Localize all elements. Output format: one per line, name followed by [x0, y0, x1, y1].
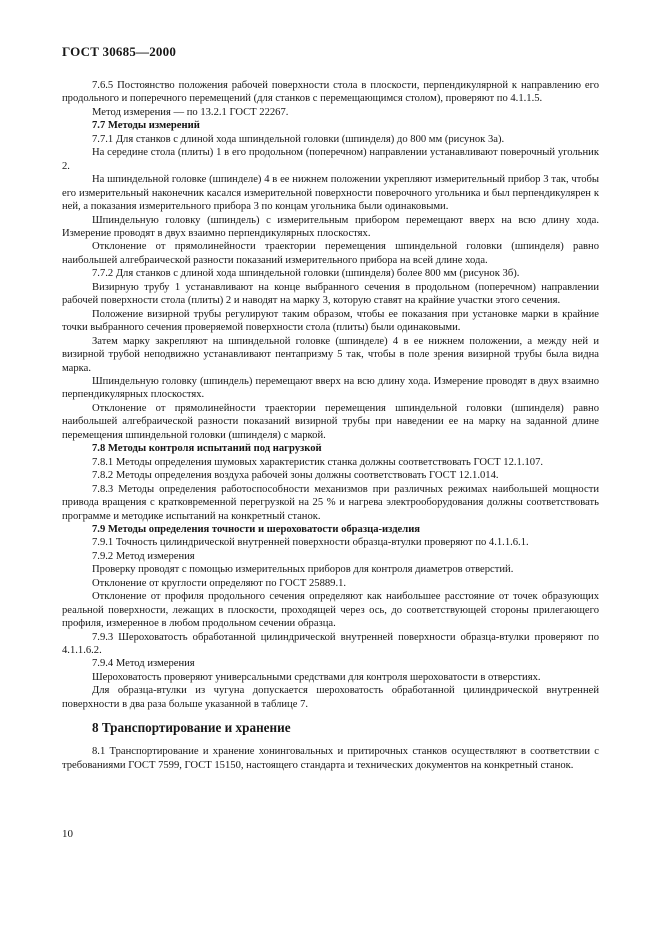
paragraph-check: Проверку проводят с помощью измерительных приборов для контроля диаметров отверстий.: [92, 564, 514, 576]
paragraph-7-7-2: 7.7.2 Для станков с длиной хода шпиндельной головки (шпинделя) более 800 мм (рисунок 3б).: [92, 268, 520, 280]
subheading-7-9: 7.9 Методы определения точности и шероховатости образца-изделия: [92, 523, 421, 535]
paragraph-7-9-3: 7.9.3 Шероховатость обработанной цилиндрической внутренней поверхности образца-втулки проверяют по 4.1.1.6.2.: [62, 631, 599, 657]
paragraph-7-6-5: 7.6.5 Постоянство положения рабочей поверхности стола в плоскости, перпендикулярной к направлению его продольного и поперечного перемещений (для станков с перемещающимся столом), проверяют по 4.1.1.5.: [62, 80, 599, 105]
section-8-heading: 8 Транспортирование и хранение: [92, 720, 291, 736]
paragraph-7-7-1: 7.7.1 Для станков с длиной хода шпиндельной головки (шпинделя) до 800 мм (рисунок 3а).: [92, 133, 505, 145]
document-body: [62, 79, 599, 772]
paragraph-table-center: На середине стола (плиты) 1 в его продольном (поперечном) направлении устанавливают поверочный угольник 2.: [62, 147, 599, 172]
paragraph-mark-fixed: Затем марку закрепляют на шпиндельной головке (шпинделе) 4 в ее нижнем положении, а между ней и визирной трубой неподвижно устанавливают пентапризму 5 так, чтобы в поле зрения визирной трубы была видна марка.: [62, 335, 599, 374]
paragraph-spindle-head: На шпиндельной головке (шпинделе) 4 в ее нижнем положении укрепляют измерительный прибор 3 так, чтобы его измерительный наконечник касался измерительной поверхности поверочного угольника и был перпендикулярен к ней, а показания измерительного прибора 3 по концам угольника были одинаковыми.: [62, 174, 599, 213]
subheading-7-7: 7.7 Методы измерений: [92, 120, 200, 132]
document-header: ГОСТ 30685—2000: [62, 44, 177, 59]
paragraph-roughness: Шероховатость проверяют универсальными средствами для контроля шероховатости в отверстиях.: [92, 671, 541, 683]
paragraph-profile: Отклонение от профиля продольного сечения определяют как наибольшее расстояние от точек образующих реальной поверхности, лежащих в плоскости, проходящей через ось, до соответствующей стороны прилегающего профиля, измеренное в любом продольном сечении образца.: [62, 591, 599, 630]
paragraph-7-8-1: 7.8.1 Методы определения шумовых характеристик станка должны соответствовать ГОСТ 12.1.107.: [92, 456, 544, 468]
paragraph-sight-tube: Визирную трубу 1 устанавливают на конце выбранного сечения в продольном (поперечном) направлении рабочей поверхности стола (плиты) 2 и наводят на марку 3, которую ставят на крайние участки этого сечения.: [62, 281, 599, 307]
paragraph-deviation-1: Отклонение от прямолинейности траектории перемещения шпиндельной головки (шпинделя) равно наибольшей алгебраической разности показаний измерительного прибора на всей длине хода.: [62, 241, 599, 266]
paragraph-8-1: 8.1 Транспортирование и хранение хонинговальных и притирочных станков осуществляют в соответствии с требованиями ГОСТ 7599, ГОСТ 15150, настоящего стандарта и технических документов на конкретный станок.: [62, 746, 599, 771]
paragraph-roundness: Отклонение от круглости определяют по ГОСТ 25889.1.: [92, 577, 347, 589]
paragraph-tube-position: Положение визирной трубы регулируют таким образом, чтобы ее показания при установке марки в крайние точки выбранного сечения проверяемой поверхности стола (плиты) были одинаковыми.: [62, 308, 599, 334]
paragraph-7-9-1: 7.9.1 Точность цилиндрической внутренней поверхности образца-втулки проверяют по 4.1.1.6.1.: [92, 537, 529, 549]
page-number: 10: [62, 828, 73, 840]
paragraph-7-9-2: 7.9.2 Метод измерения: [92, 550, 195, 562]
paragraph-7-9-4: 7.9.4 Метод измерения: [92, 658, 195, 670]
paragraph-7-8-2: 7.8.2 Методы определения воздуха рабочей зоны должны соответствовать ГОСТ 12.1.014.: [92, 470, 499, 482]
paragraph-move-up: Шпиндельную головку (шпиндель) с измерительным прибором перемещают вверх на всю длину хода. Измерение проводят в двух взаимно перпендикулярных плоскостях.: [62, 214, 599, 239]
paragraph-7-8-3: 7.8.3 Методы определения работоспособности механизмов при различных режимах наибольшей мощности привода вращения с кратковременной перегрузкой на 25 % и нагрева электрооборудования должны соответствовать программе и методике испытаний на конкретный станок.: [62, 483, 599, 522]
paragraph-deviation-2: Отклонение от прямолинейности траектории перемещения шпиндельной головки (шпинделя) равно наибольшей алгебраической разности показаний визирной трубы при наведении ее на марку на заданной длине перемещения шпиндельной головки (шпинделя) с маркой.: [62, 402, 599, 441]
paragraph-move-up-2: Шпиндельную головку (шпиндель) перемещают вверх на всю длину хода. Измерение проводят в двух взаимно перпендикулярных плоскостях.: [62, 375, 599, 401]
subheading-7-8: 7.8 Методы контроля испытаний под нагрузкой: [92, 443, 322, 455]
paragraph-cast-iron: Для образца-втулки из чугуна допускается шероховатость обработанной цилиндрической внутренней поверхности в два раза больше указанной в таблице 7.: [62, 685, 599, 710]
paragraph-measure-method: Метод измерения — по 13.2.1 ГОСТ 22267.: [92, 106, 289, 118]
